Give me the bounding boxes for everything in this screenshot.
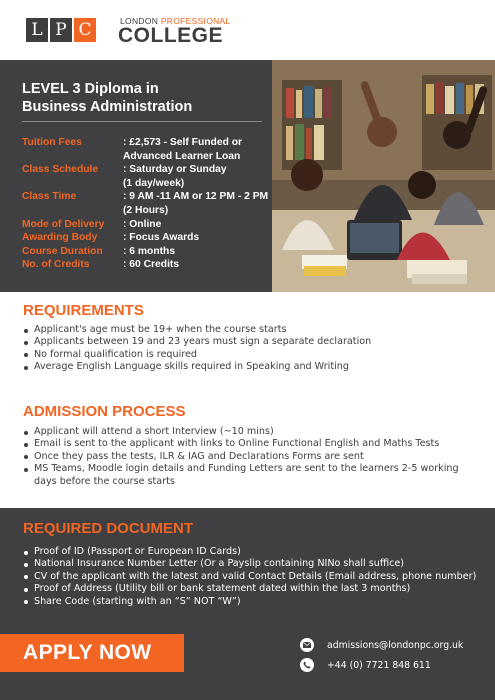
logo-tagline: LONDON PROFESSIONAL [120,16,231,26]
info-row: Class Schedule : Saturday or Sunday (1 day/week) [22,164,227,189]
admission-list [22,426,482,488]
info-row: Mode of Delivery : Online [22,218,162,230]
requirements-section [0,292,495,400]
logo-wordmark: COLLEGE [118,24,224,47]
course-info-panel [0,60,272,292]
list-item: Proof of Address (Utility bill or bank statement dated within the last 3 months) [22,583,482,595]
list-item: Applicant's age must be 19+ when the course starts [22,324,482,336]
apply-now-button[interactable]: APPLY NOW [0,634,184,672]
list-item: Average English Language skills required in Speaking and Writing [22,361,482,373]
list-item: MS Teams, Moodle login details and Funding Letters are sent to the learners 2-5 working days before the course starts [22,463,482,488]
logo-letter-l: L [26,18,48,42]
divider [22,121,262,122]
contact-phone[interactable] [300,658,431,672]
admission-title: ADMISSION PROCESS [23,403,186,420]
logo-letter-c: C [74,18,96,42]
list-item: Applicant will attend a short Interview (~10 mins) [22,426,482,438]
requirements-title: REQUIREMENTS [23,302,144,319]
info-row: No. of Credits : 60 Credits [22,259,180,271]
course-details [22,136,273,272]
list-item: Proof of ID (Passport or European ID Cards) [22,546,482,558]
info-row: Class Time : 9 AM -11 AM or 12 PM - 2 PM (2 Hours) [22,191,269,216]
list-item: Once they pass the tests, ILR & IAG and Declarations Forms are sent [22,451,482,463]
logo-letter-p: P [50,18,72,42]
hero-section [0,60,495,292]
info-row: Tuition Fees : £2,573 - Self Funded or Advanced Learner Loan [22,137,243,162]
requirements-list [22,324,482,374]
course-title: LEVEL 3 Diploma in Business Administration [22,81,193,115]
logo-mark [26,18,98,42]
list-item: Applicants between 19 and 23 years must sign a separate declaration [22,336,482,348]
email-text: admissions@londonpc.org.uk [327,639,464,651]
envelope-icon [300,638,314,652]
info-row: Awarding Body : Focus Awards [22,232,200,244]
list-item: National Insurance Number Letter (Or a Payslip containing NINo shall suffice) [22,558,482,570]
students-photo [272,60,495,292]
list-item: Email is sent to the applicant with links to Online Functional English and Maths Tests [22,438,482,450]
contact-email[interactable] [300,638,463,652]
info-row: Course Duration : 6 months [22,245,176,257]
list-item: Share Code (starting with an “S” NOT “W”) [22,596,482,608]
header-logo [0,0,495,60]
admission-section [0,400,495,508]
documents-title: REQUIRED DOCUMENT [23,520,194,537]
documents-list [22,546,482,608]
phone-icon [300,658,314,672]
phone-text: +44 (0) 7721 848 611 [327,659,431,671]
list-item: No formal qualification is required [22,349,482,361]
list-item: CV of the applicant with the latest and valid Contact Details (Email address, phone number) [22,571,482,583]
